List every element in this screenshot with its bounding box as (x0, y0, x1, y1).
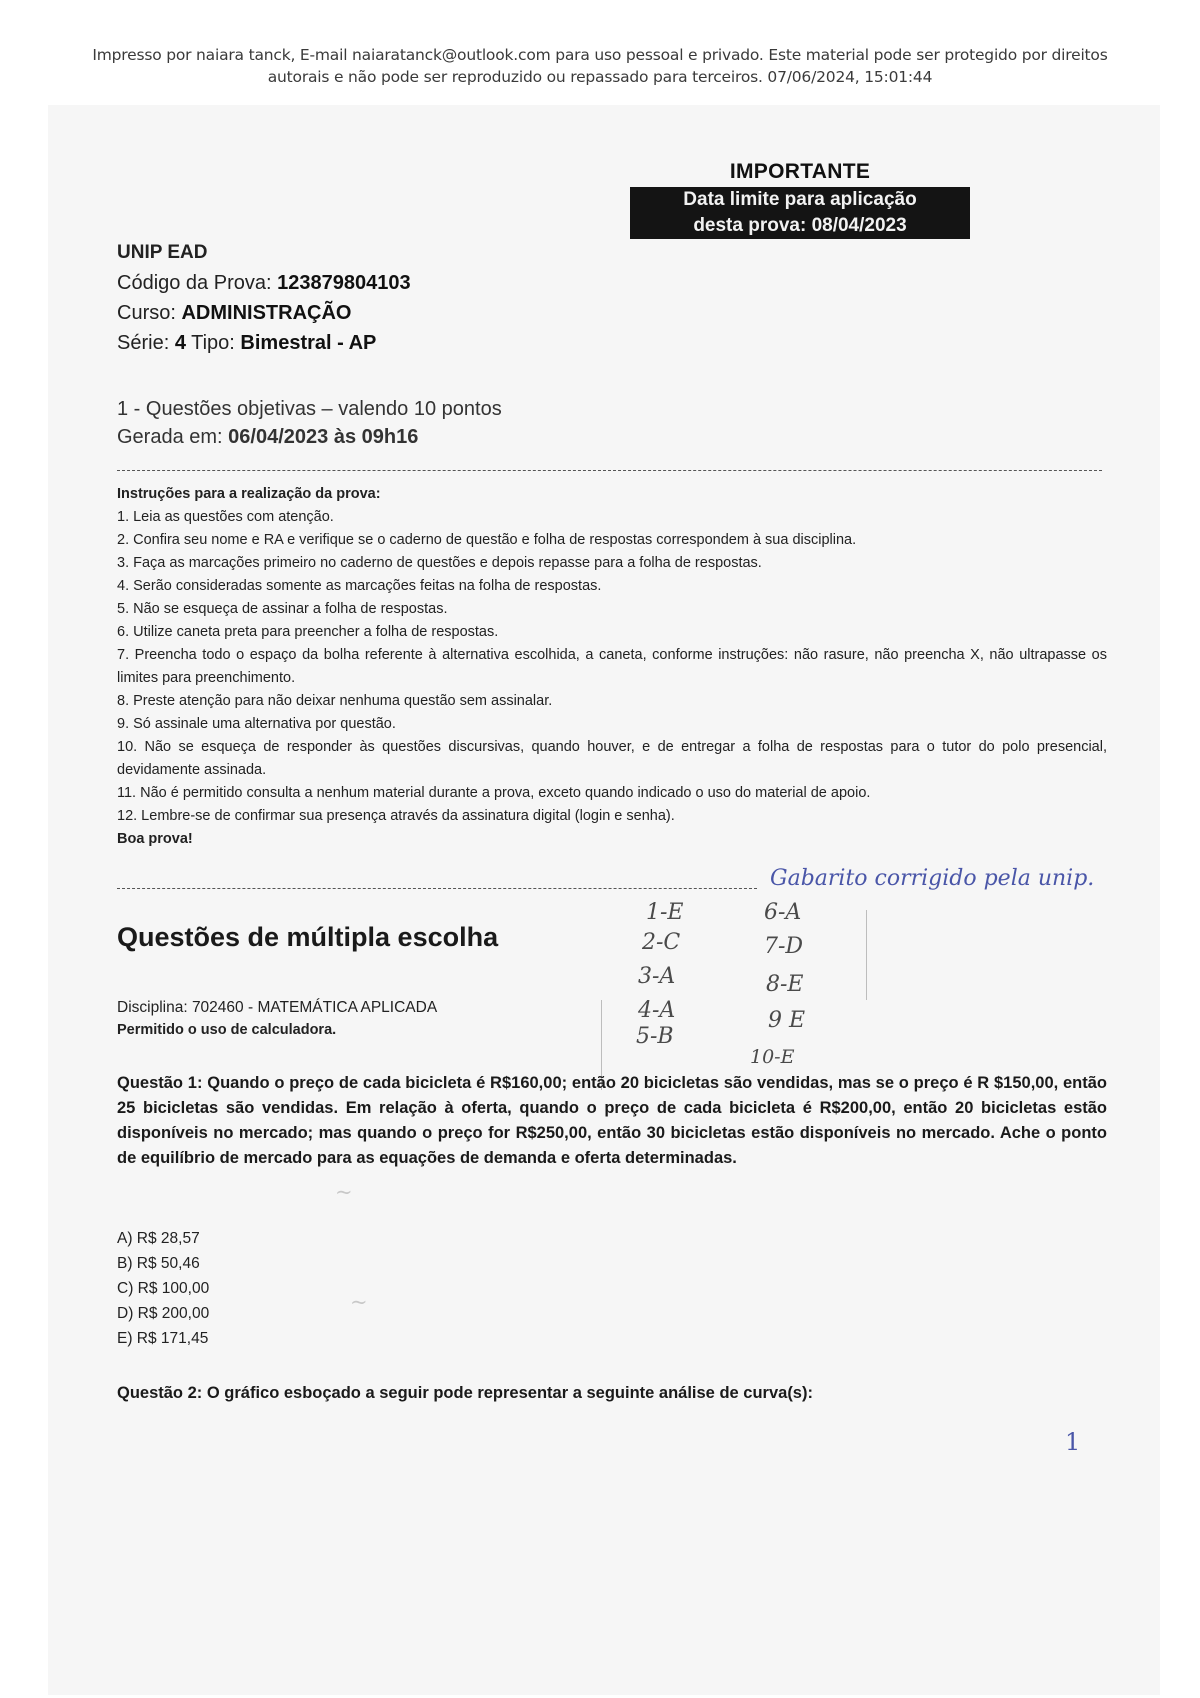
answer-mark: 10-E (750, 1046, 795, 1068)
important-heading: IMPORTANTE (729, 160, 871, 183)
instruction-item: 8. Preste atenção para não deixar nenhuma questão sem assinalar. (117, 693, 553, 709)
type-label: Tipo: (185, 332, 241, 354)
exam-header (117, 238, 411, 358)
series-label: Série: (117, 332, 175, 354)
option-d: D) R$ 200,00 (117, 1305, 210, 1322)
answer-mark: 3-A (638, 964, 676, 989)
answer-mark: 2-C (642, 930, 681, 955)
deadline-line-2: desta prova: 08/04/2023 (693, 215, 907, 236)
instructions (117, 483, 1107, 851)
instruction-item: 9. Só assinale uma alternativa por questão. (117, 716, 396, 732)
instruction-item: 11. Não é permitido consulta a nenhum material durante a prova, exceto quando indicado o uso do material de apoio. (117, 785, 871, 801)
handwritten-page-mark: 1 (1065, 1428, 1081, 1456)
question-1-options (117, 1226, 209, 1351)
exam-code-value: 123879804103 (277, 272, 411, 294)
instruction-item: 2. Confira seu nome e RA e verifique se o caderno de questão e folha de respostas correspondem à sua disciplina. (117, 532, 857, 548)
instruction-item: 12. Lembre-se de confirmar sua presença através da assinatura digital (login e senha). (117, 808, 675, 824)
institution: UNIP EAD (117, 242, 208, 263)
instruction-item: 6. Utilize caneta preta para preencher a folha de respostas. (117, 624, 499, 640)
option-a: A) R$ 28,57 (117, 1230, 200, 1247)
instruction-item: 4. Serão consideradas somente as marcações feitas na folha de respostas. (117, 578, 602, 594)
calculator-note: Permitido o uso de calculadora. (117, 1022, 337, 1038)
divider-top (117, 470, 1102, 471)
pencil-scribble: ~ (350, 1290, 368, 1314)
course (117, 298, 411, 328)
pencil-line (866, 910, 867, 1000)
pencil-scribble: ~ (335, 1180, 353, 1204)
option-e: E) R$ 171,45 (117, 1330, 209, 1347)
important-notice (630, 160, 970, 239)
discipline-block (117, 997, 437, 1041)
watermark-line-1: Impresso por naiara tanck, E-mail naiaratanck@outlook.com para uso pessoal e privado. Este material pode ser protegido por direitos (92, 46, 1108, 64)
handwritten-answer-key (636, 900, 876, 1070)
answer-mark: 6-A (764, 900, 802, 925)
exam-code-label: Código da Prova: (117, 272, 278, 294)
option-c: C) R$ 100,00 (117, 1280, 210, 1297)
question-1: Questão 1: Quando o preço de cada bicicleta é R$160,00; então 20 bicicletas são vendidas, mas se o preço é R $150,00, então 25 bicicletas são vendidas. Em relação à oferta, quando o preço de cada bicicleta é R$200,00, então 20 bicicletas estão disponíveis no mercado; mas quando o preço for R$250,00, então 30 bicicletas estão disponíveis no mercado. Ache o ponto de equilíbrio de mercado para as equações de demanda e oferta determinadas. (117, 1074, 1107, 1167)
multiple-choice-title: Questões de múltipla escolha (117, 922, 499, 952)
answer-mark: 8-E (766, 972, 804, 997)
section-heading: 1 - Questões objetivas – valendo 10 pontos (117, 398, 502, 420)
print-watermark (40, 44, 1160, 88)
generated-label: Gerada em: (117, 426, 229, 448)
discipline: Disciplina: 702460 - MATEMÁTICA APLICADA (117, 999, 438, 1016)
answer-mark: 9 E (768, 1008, 806, 1033)
handwritten-note: Gabarito corrigido pela unip. (770, 866, 1095, 891)
instruction-item: 3. Faça as marcações primeiro no caderno de questões e depois repasse para a folha de respostas. (117, 555, 762, 571)
instructions-title: Instruções para a realização da prova: (117, 486, 381, 502)
generated-date (117, 423, 418, 451)
option-b: B) R$ 50,46 (117, 1255, 200, 1272)
type-value: Bimestral - AP (240, 332, 377, 354)
deadline-line-1: Data limite para aplicação (683, 189, 917, 210)
answer-mark: 7-D (764, 934, 804, 959)
generated-value: 06/04/2023 às 09h16 (228, 426, 419, 448)
watermark-line-2: autorais e não pode ser reproduzido ou repassado para terceiros. 07/06/2024, 15:01:44 (267, 68, 933, 86)
answer-mark: 1-E (646, 900, 684, 925)
question-2: Questão 2: O gráfico esboçado a seguir pode representar a seguinte análise de curva(s): (117, 1384, 813, 1402)
deadline-box (630, 187, 970, 239)
answer-mark: 4-A (638, 998, 676, 1023)
instruction-item: 1. Leia as questões com atenção. (117, 509, 334, 525)
course-label: Curso: (117, 302, 182, 324)
course-value: ADMINISTRAÇÃO (181, 302, 352, 324)
series-type (117, 328, 411, 358)
instruction-item: 5. Não se esqueça de assinar a folha de respostas. (117, 601, 448, 617)
answer-mark: 5-B (636, 1024, 674, 1049)
closing-text: Boa prova! (117, 831, 193, 847)
divider-bottom (117, 888, 757, 889)
series-value: 4 (174, 332, 186, 354)
instruction-item: 10. Não se esqueça de responder às questões discursivas, quando houver, e de entregar a folha de respostas para o tutor do polo presencial, devidamente assinada. (117, 739, 1107, 778)
instruction-item: 7. Preencha todo o espaço da bolha referente à alternativa escolhida, a caneta, conforme instruções: não rasure, não preencha X, não ultrapasse os limites para preenchimento. (117, 647, 1107, 686)
exam-code (117, 268, 411, 298)
